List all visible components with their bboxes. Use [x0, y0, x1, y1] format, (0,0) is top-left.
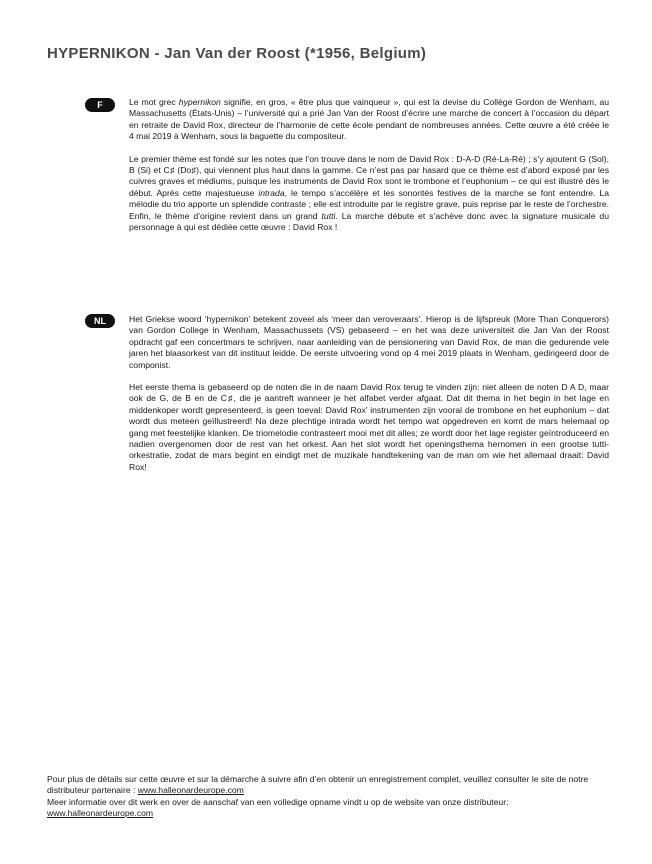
dutch-paragraph-1: Het Griekse woord ‘hypernikon’ betekent zoveel als ‘meer dan veroveraars’. Hierop is de lijfspreuk (More Than Conquerors) van Gordon College in Wenham, Massachussets (VS) gebaseerd – en het was deze universiteit die Jan Van der Roost opdracht gaf een concertmars te schrijven, naar aanleiding van de pensionering van David Rox, de man die gedurende vele jaren het blaasorkest van dit instituut leidde. De eerste uitvoering vond op 4 mei 2019 plaats in Wenham, gedirigeerd door de componist. [129, 314, 609, 370]
french-paragraph-2 [129, 154, 609, 234]
page-title: HYPERNIKON - Jan Van der Roost (*1956, Belgium) [47, 45, 427, 62]
italic-term: hypernikon [178, 97, 221, 107]
french-section [129, 97, 609, 244]
footer-text: Pour plus de détails sur cette œuvre et sur la démarche à suivre afin d’en obtenir un enregistrement complet, veuillez consulter le site de notre distributeur partenaire : [47, 774, 589, 796]
italic-term: tutti [321, 210, 336, 221]
text-run: , le tempo s’accélère et les sonorités festives de la marche se font entendre. La mélodie du trio apporte un splendide contraste ; elle est introduite par le registre grave, puis reprise par le reste de l’orchestre. Enfin, le thème d’origine revient dans un grand [129, 187, 610, 221]
text-run: Le mot grec [129, 97, 179, 107]
text-run: signifie, en gros, « être plus que vainqueur », qui est la devise du Collège Gordon de Wenham, au Massachusetts (États-Unis) – l’université qui a prié Jan Van der Roost d’écrire une marche de concert à l’occasion du départ en retraite de David Rox, directeur de l’harmonie de cette école pendant de nombreuses années. Cette œuvre a été créée le 4 mai 2019 à Wenham, sous la baguette du compositeur. [129, 97, 609, 142]
dutch-section [129, 314, 609, 484]
distributor-link-dutch[interactable]: www.halleonardeurope.com [47, 808, 154, 819]
language-badge-dutch: NL [85, 314, 115, 328]
footer-dutch-text: Meer informatie over dit werk en over de aanschaf van een volledige opname vindt u op de website van onze distributeur: [47, 796, 509, 807]
dutch-paragraph-2: Het eerste thema is gebaseerd op de noten die in de naam David Rox terug te vinden zijn: niet alleen de noten D A D, maar ook de G, de B en de C♯, die je aantreft wanneer je het alfabet verder afgaat. Dat dit thema in het begin in het lage en middenkoper wordt gepresenteerd, is geen toeval: David Rox’ instrumenten zijn vooral de trombone en het euphonium – dat wordt dus meteen geïllustreerd! Na deze plechtige intrada wordt het tempo wat opgedreven en komt de mars helemaal op gang met feestelijke klanken. De triomelodie contrasteert mooi met dit alles; ze wordt door het lage register geïntroduceerd en nadien overgenomen door de rest van het orkest. Aan het slot wordt het openingsthema hernomen in een grootse tutti-orkestratie, zodat de mars begint en eindigt met de muzikale handtekening van de man om wie het allemaal draait: David Rox! [129, 382, 609, 472]
language-badge-french: F [85, 98, 115, 112]
french-paragraph-1 [129, 97, 609, 143]
footer [47, 774, 617, 820]
text-run: . La marche débute et s’achève donc avec la signature musicale du personnage à qui est dédiée cette œuvre : David Rox ! [129, 210, 609, 233]
italic-term: intrada [258, 187, 285, 198]
text-run: Le premier thème est fondé sur les notes que l’on trouve dans le nom de David Rox : D-A-D (Ré-La-Ré) ; s’y ajoutent G (Sol), B (Si) et C♯ (Do♯), qui viennent plus haut dans la gamme. Ce n’est pas par hasard que ce thème est d’abord exposé par les cuivres graves et médiums, puisque les instruments de David Rox sont le trombone et l’euphonium – ce qui est illustré dès le début. Après cette majestueuse [129, 153, 609, 198]
distributor-link-french[interactable]: www.halleonardeurope.com [137, 785, 244, 796]
footer-french [47, 774, 617, 797]
